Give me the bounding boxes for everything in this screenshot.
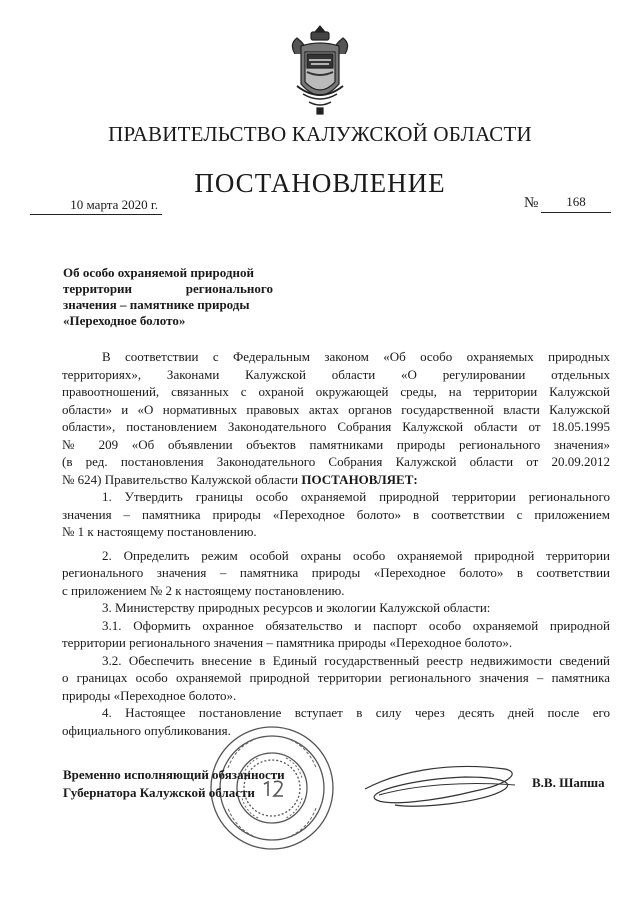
document-subject <box>63 265 273 329</box>
signatory-position-line: Губернатора Калужской области <box>63 785 255 800</box>
item-4-line: 4. Настоящее постановление вступает в силу через десять дней после его <box>102 705 610 720</box>
subject-line: территории регионального <box>63 281 273 296</box>
preamble-line: В соответствии с Федеральным законом «Об особо охраняемых природных <box>102 349 610 364</box>
preamble-line: области» и «О нормативных правовых актах органов государственной власти Калужской <box>62 401 610 417</box>
handwritten-signature <box>355 755 525 815</box>
preamble-line: области», постановлением Законодательного Собрания Калужской области от 18.05.1995 <box>62 419 610 434</box>
item-1-line: значения – памятника природы «Переходное болото» в соответствии с приложением <box>62 506 610 522</box>
item-2-line: регионального значения – памятника природы «Переходное болото» в соответствии <box>62 565 610 580</box>
item-3-line: 3. Министерству природных ресурсов и экологии Калужской области: <box>102 600 491 615</box>
preamble-line: № 209 «Об объявлении объектов памятниками природы регионального значения» <box>62 436 610 452</box>
item-3-1-line: 3.1. Оформить охранное обязательство и паспорт особо охраняемой природной <box>102 617 610 633</box>
subject-line: «Переходное болото» <box>63 313 186 328</box>
subject-line: значения – памятнике природы <box>63 297 250 312</box>
government-title: ПРАВИТЕЛЬСТВО КАЛУЖСКОЙ ОБЛАСТИ <box>108 122 532 146</box>
signatory-name: В.В. Шапша <box>532 775 605 790</box>
document-number: 168 <box>541 194 611 213</box>
preamble-last-text: № 624) Правительство Калужской области <box>62 471 302 487</box>
document-number-label: № <box>524 195 539 211</box>
signatory-position <box>63 766 285 802</box>
coat-of-arms-icon <box>287 24 353 116</box>
item-2-line: с приложением № 2 к настоящему постановлению. <box>62 582 345 598</box>
document-body <box>62 348 610 739</box>
document-date: 10 марта 2020 г. <box>30 197 162 215</box>
preamble-line: (в ред. постановления Законодательного Собрания Калужской области от 20.09.2012 <box>62 454 610 469</box>
preamble-line: правоотношений, связанных с охраной окружающей среды, на территории Калужской <box>62 384 610 399</box>
item-4-line: официального опубликования. <box>62 722 231 738</box>
item-1-line: 1. Утвердить границы особо охраняемой природной территории регионального <box>102 489 610 504</box>
item-3-2-line: 3.2. Обеспечить внесение в Единый государственный реестр недвижимости сведений <box>102 652 610 668</box>
item-3-2-line: природы «Переходное болото». <box>62 687 237 703</box>
preamble-line <box>62 471 610 489</box>
preamble-line: территориях», Законами Калужской области «О регулировании отдельных <box>62 366 610 382</box>
decree-word: ПОСТАНОВЛЯЕТ: <box>301 471 418 487</box>
item-3-1-line: территории регионального значения – памятника природы «Переходное болото». <box>62 635 513 650</box>
item-1-line: № 1 к настоящему постановлению. <box>62 524 257 539</box>
item-2-line: 2. Определить режим особой охраны особо охраняемой природной территории <box>102 547 610 563</box>
document-type-title: ПОСТАНОВЛЕНИЕ <box>194 168 446 198</box>
signatory-position-line: Временно исполняющий обязанности <box>63 767 285 782</box>
item-3-2-line: о границах особо охраняемой природной территории регионального значения – памятника <box>62 670 610 685</box>
subject-line: Об особо охраняемой природной <box>63 265 254 280</box>
